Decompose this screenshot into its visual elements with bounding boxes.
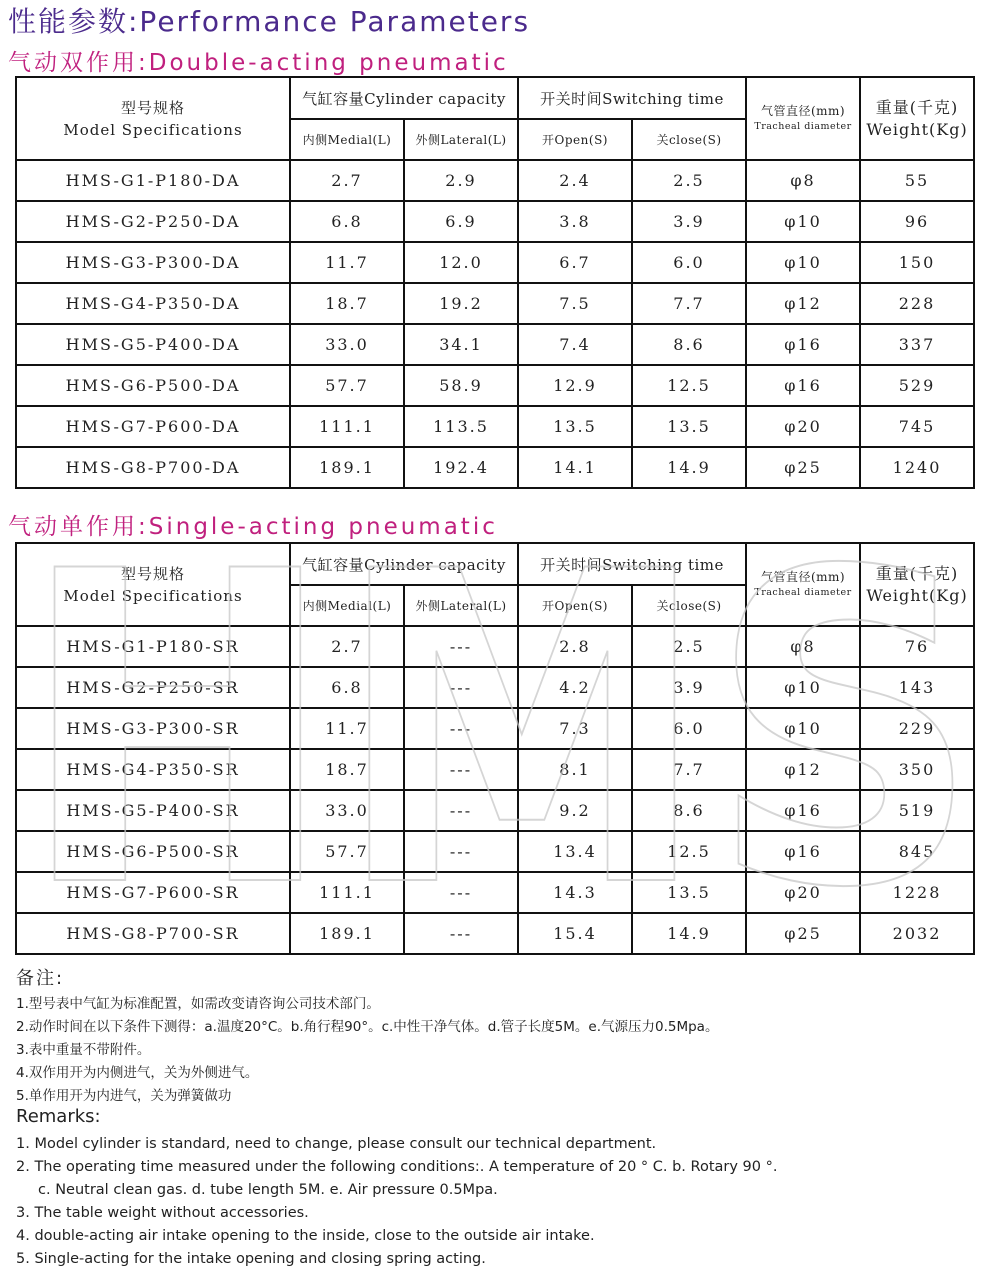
lateral-cell: --- xyxy=(404,667,518,708)
model-cell: HMS-G4-P350-SR xyxy=(16,749,290,790)
model-cell: HMS-G4-P350-DA xyxy=(16,283,290,324)
open-cell: 2.4 xyxy=(518,160,632,201)
header-weight-en: Weight(Kg) xyxy=(866,119,968,139)
lateral-cell: --- xyxy=(404,872,518,913)
tube-cell: φ20 xyxy=(746,406,860,447)
header-open: 开Open(S) xyxy=(518,119,632,160)
weight-cell: 228 xyxy=(860,283,974,324)
medial-cell: 189.1 xyxy=(290,913,404,954)
lateral-cell: 6.9 xyxy=(404,201,518,242)
close-cell: 2.5 xyxy=(632,160,746,201)
header-lateral: 外侧Lateral(L) xyxy=(404,119,518,160)
single-acting-heading: 气动单作用:Single-acting pneumatic xyxy=(8,514,498,540)
weight-cell: 519 xyxy=(860,790,974,831)
tube-cell: φ12 xyxy=(746,749,860,790)
close-cell: 6.0 xyxy=(632,242,746,283)
tube-cell: φ8 xyxy=(746,626,860,667)
header-tube-en: Tracheal diameter xyxy=(754,586,852,598)
remark-line: c. Neutral clean gas. d. tube length 5M. e. Air pressure 0.5Mpa. xyxy=(38,1182,498,1198)
model-cell: HMS-G1-P180-SR xyxy=(16,626,290,667)
lateral-cell: --- xyxy=(404,790,518,831)
close-cell: 2.5 xyxy=(632,626,746,667)
open-cell: 14.3 xyxy=(518,872,632,913)
double-acting-heading: 气动双作用:Double-acting pneumatic xyxy=(8,50,509,76)
medial-cell: 2.7 xyxy=(290,626,404,667)
lateral-cell: --- xyxy=(404,913,518,954)
lateral-cell: --- xyxy=(404,626,518,667)
table-row xyxy=(16,913,974,954)
table-row xyxy=(16,447,974,488)
header-close: 关close(S) xyxy=(632,119,746,160)
lateral-cell: --- xyxy=(404,831,518,872)
table-row xyxy=(16,160,974,201)
double-acting-table xyxy=(15,76,975,489)
remark-line: 5. Single-acting for the intake opening and closing spring acting. xyxy=(16,1251,486,1267)
weight-cell: 745 xyxy=(860,406,974,447)
tube-cell: φ10 xyxy=(746,201,860,242)
weight-cell: 150 xyxy=(860,242,974,283)
note-cn-line: 3.表中重量不带附件。 xyxy=(16,1042,151,1058)
open-cell: 9.2 xyxy=(518,790,632,831)
close-cell: 13.5 xyxy=(632,406,746,447)
open-cell: 13.5 xyxy=(518,406,632,447)
model-cell: HMS-G2-P250-SR xyxy=(16,667,290,708)
lateral-cell: 34.1 xyxy=(404,324,518,365)
lateral-cell: --- xyxy=(404,749,518,790)
header-capacity: 气缸容量Cylinder capacity xyxy=(290,77,518,119)
model-cell: HMS-G2-P250-DA xyxy=(16,201,290,242)
model-cell: HMS-G5-P400-SR xyxy=(16,790,290,831)
open-cell: 2.8 xyxy=(518,626,632,667)
weight-cell: 76 xyxy=(860,626,974,667)
open-cell: 7.3 xyxy=(518,708,632,749)
header-tube-en: Tracheal diameter xyxy=(754,120,852,132)
medial-cell: 111.1 xyxy=(290,406,404,447)
notes-cn-title: 备注: xyxy=(16,968,65,989)
single-acting-rows xyxy=(16,626,974,954)
table-row xyxy=(16,708,974,749)
weight-cell: 96 xyxy=(860,201,974,242)
note-cn-line: 1.型号表中气缸为标准配置，如需改变请咨询公司技术部门。 xyxy=(16,996,380,1012)
medial-cell: 57.7 xyxy=(290,365,404,406)
weight-cell: 2032 xyxy=(860,913,974,954)
table-row xyxy=(16,749,974,790)
header-weight-en: Weight(Kg) xyxy=(866,585,968,605)
model-cell: HMS-G7-P600-SR xyxy=(16,872,290,913)
table-row xyxy=(16,790,974,831)
note-cn-line: 2.动作时间在以下条件下测得：a.温度20°C。b.角行程90°。c.中性干净气体。d.管子长度5M。e.气源压力0.5Mpa。 xyxy=(16,1019,719,1035)
lateral-cell: 192.4 xyxy=(404,447,518,488)
open-cell: 7.5 xyxy=(518,283,632,324)
weight-cell: 55 xyxy=(860,160,974,201)
table-row xyxy=(16,872,974,913)
header-weight-cn: 重量(千克) xyxy=(875,563,959,583)
tube-cell: φ16 xyxy=(746,365,860,406)
medial-cell: 33.0 xyxy=(290,324,404,365)
open-cell: 8.1 xyxy=(518,749,632,790)
lateral-cell: 12.0 xyxy=(404,242,518,283)
medial-cell: 111.1 xyxy=(290,872,404,913)
model-cell: HMS-G5-P400-DA xyxy=(16,324,290,365)
open-cell: 14.1 xyxy=(518,447,632,488)
close-cell: 7.7 xyxy=(632,283,746,324)
header-model xyxy=(16,77,290,160)
lateral-cell: 58.9 xyxy=(404,365,518,406)
weight-cell: 845 xyxy=(860,831,974,872)
header-close: 关close(S) xyxy=(632,585,746,626)
header-model-cn: 型号规格 xyxy=(120,564,185,583)
table-row xyxy=(16,201,974,242)
close-cell: 8.6 xyxy=(632,324,746,365)
tube-cell: φ8 xyxy=(746,160,860,201)
close-cell: 12.5 xyxy=(632,831,746,872)
lateral-cell: 113.5 xyxy=(404,406,518,447)
header-model-en: Model Specifications xyxy=(63,120,243,139)
close-cell: 3.9 xyxy=(632,201,746,242)
model-cell: HMS-G8-P700-DA xyxy=(16,447,290,488)
header-weight xyxy=(860,543,974,626)
tube-cell: φ10 xyxy=(746,708,860,749)
medial-cell: 18.7 xyxy=(290,283,404,324)
header-model-en: Model Specifications xyxy=(63,586,243,605)
weight-cell: 1228 xyxy=(860,872,974,913)
medial-cell: 189.1 xyxy=(290,447,404,488)
open-cell: 7.4 xyxy=(518,324,632,365)
weight-cell: 229 xyxy=(860,708,974,749)
header-medial: 内侧Medial(L) xyxy=(290,585,404,626)
header-capacity: 气缸容量Cylinder capacity xyxy=(290,543,518,585)
model-cell: HMS-G6-P500-DA xyxy=(16,365,290,406)
medial-cell: 2.7 xyxy=(290,160,404,201)
open-cell: 3.8 xyxy=(518,201,632,242)
lateral-cell: --- xyxy=(404,708,518,749)
remark-line: 3. The table weight without accessories. xyxy=(16,1205,309,1221)
close-cell: 14.9 xyxy=(632,913,746,954)
medial-cell: 57.7 xyxy=(290,831,404,872)
tube-cell: φ25 xyxy=(746,447,860,488)
table-row xyxy=(16,283,974,324)
table-row xyxy=(16,365,974,406)
medial-cell: 18.7 xyxy=(290,749,404,790)
double-acting-rows xyxy=(16,160,974,488)
medial-cell: 6.8 xyxy=(290,201,404,242)
remark-line: 2. The operating time measured under the following conditions:. A temperature of 20 ° C. b. Rotary 90 °. xyxy=(16,1159,778,1175)
header-tube-cn: 气管直径(mm) xyxy=(760,103,846,118)
close-cell: 7.7 xyxy=(632,749,746,790)
close-cell: 8.6 xyxy=(632,790,746,831)
table-row xyxy=(16,667,974,708)
weight-cell: 350 xyxy=(860,749,974,790)
close-cell: 12.5 xyxy=(632,365,746,406)
tube-cell: φ12 xyxy=(746,283,860,324)
medial-cell: 33.0 xyxy=(290,790,404,831)
header-tube xyxy=(746,77,860,160)
header-lateral: 外侧Lateral(L) xyxy=(404,585,518,626)
model-cell: HMS-G8-P700-SR xyxy=(16,913,290,954)
model-cell: HMS-G6-P500-SR xyxy=(16,831,290,872)
header-switching: 开关时间Switching time xyxy=(518,543,746,585)
single-acting-table xyxy=(15,542,975,955)
header-open: 开Open(S) xyxy=(518,585,632,626)
header-tube xyxy=(746,543,860,626)
header-weight xyxy=(860,77,974,160)
header-switching: 开关时间Switching time xyxy=(518,77,746,119)
note-cn-line: 4.双作用开为内侧进气，关为外侧进气。 xyxy=(16,1065,259,1081)
remarks-title: Remarks: xyxy=(16,1106,101,1127)
tube-cell: φ20 xyxy=(746,872,860,913)
header-model xyxy=(16,543,290,626)
page-title: 性能参数:Performance Parameters xyxy=(8,5,531,38)
open-cell: 13.4 xyxy=(518,831,632,872)
table-row xyxy=(16,406,974,447)
model-cell: HMS-G3-P300-SR xyxy=(16,708,290,749)
note-cn-line: 5.单作用开为内进气，关为弹簧做功 xyxy=(16,1088,232,1104)
header-medial: 内侧Medial(L) xyxy=(290,119,404,160)
open-cell: 15.4 xyxy=(518,913,632,954)
open-cell: 6.7 xyxy=(518,242,632,283)
model-cell: HMS-G3-P300-DA xyxy=(16,242,290,283)
weight-cell: 529 xyxy=(860,365,974,406)
lateral-cell: 2.9 xyxy=(404,160,518,201)
weight-cell: 337 xyxy=(860,324,974,365)
model-cell: HMS-G1-P180-DA xyxy=(16,160,290,201)
medial-cell: 6.8 xyxy=(290,667,404,708)
table-row xyxy=(16,324,974,365)
tube-cell: φ16 xyxy=(746,790,860,831)
close-cell: 13.5 xyxy=(632,872,746,913)
header-tube-cn: 气管直径(mm) xyxy=(760,569,846,584)
header-weight-cn: 重量(千克) xyxy=(875,97,959,117)
tube-cell: φ10 xyxy=(746,242,860,283)
table-row xyxy=(16,626,974,667)
watermark-text: HMS xyxy=(20,482,980,982)
weight-cell: 143 xyxy=(860,667,974,708)
remark-line: 4. double-acting air intake opening to the inside, close to the outside air intake. xyxy=(16,1228,595,1244)
remark-line: 1. Model cylinder is standard, need to change, please consult our technical department. xyxy=(16,1136,657,1152)
tube-cell: φ10 xyxy=(746,667,860,708)
close-cell: 14.9 xyxy=(632,447,746,488)
medial-cell: 11.7 xyxy=(290,242,404,283)
lateral-cell: 19.2 xyxy=(404,283,518,324)
close-cell: 6.0 xyxy=(632,708,746,749)
weight-cell: 1240 xyxy=(860,447,974,488)
open-cell: 12.9 xyxy=(518,365,632,406)
medial-cell: 11.7 xyxy=(290,708,404,749)
close-cell: 3.9 xyxy=(632,667,746,708)
tube-cell: φ16 xyxy=(746,831,860,872)
header-model-cn: 型号规格 xyxy=(120,98,185,117)
model-cell: HMS-G7-P600-DA xyxy=(16,406,290,447)
open-cell: 4.2 xyxy=(518,667,632,708)
tube-cell: φ25 xyxy=(746,913,860,954)
table-row xyxy=(16,831,974,872)
tube-cell: φ16 xyxy=(746,324,860,365)
table-row xyxy=(16,242,974,283)
